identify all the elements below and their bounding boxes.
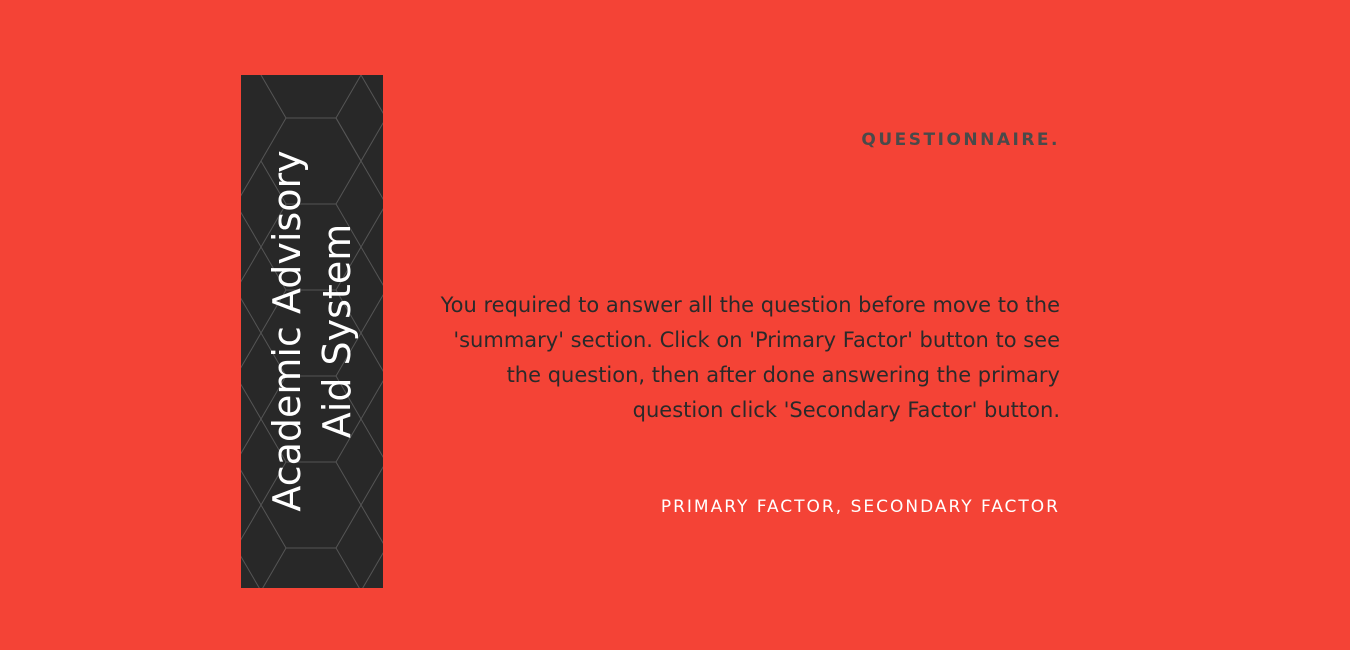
primary-factor-link[interactable]: PRIMARY FACTOR (660, 497, 836, 517)
link-separator: , (835, 497, 851, 517)
factor-links (661, 497, 1060, 517)
section-heading: QUESTIONNAIRE. (861, 130, 1060, 150)
app-title (262, 150, 362, 511)
app-title-line1: Academic Advisory (265, 150, 309, 512)
instructions-text: You required to answer all the question before move to the 'summary' section. Click on 'Primary Factor' button to see the question, then after done answering the primary question click 'Secondary Factor' button. (440, 293, 1060, 422)
secondary-factor-link[interactable]: SECONDARY FACTOR (850, 497, 1060, 517)
app-title-line2: Aid System (315, 223, 359, 439)
title-banner (241, 75, 383, 588)
